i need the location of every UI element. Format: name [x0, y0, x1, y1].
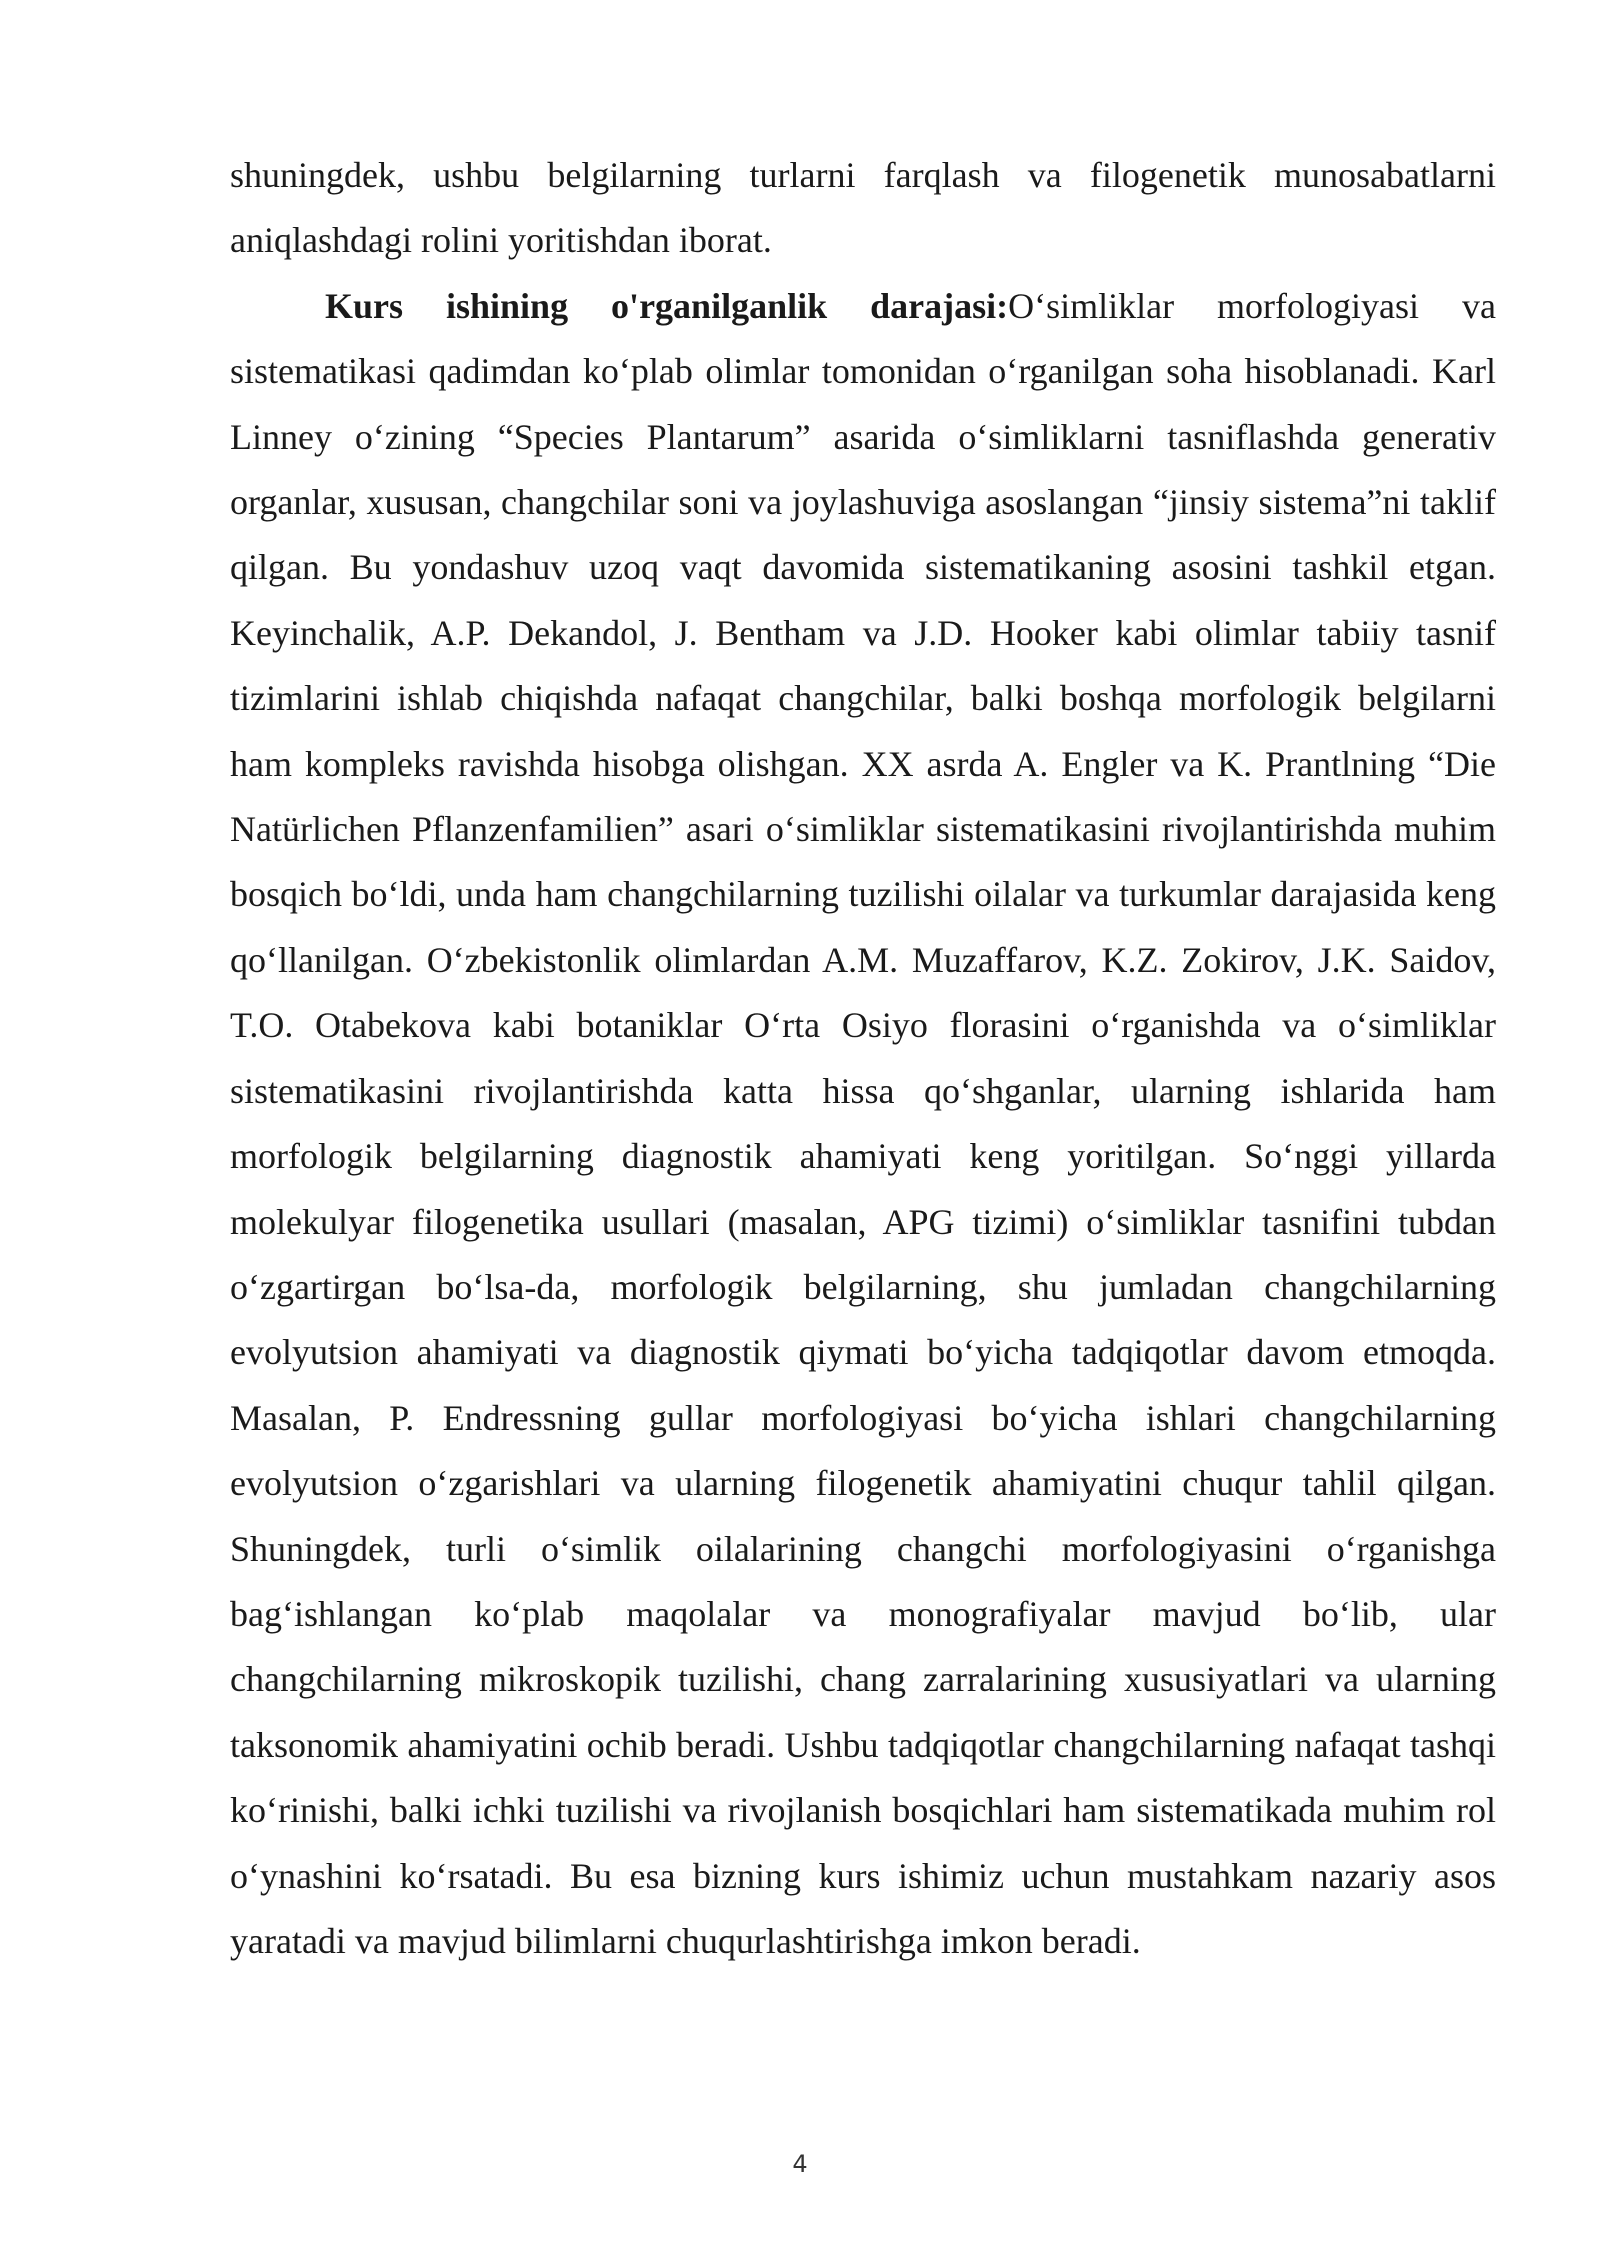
paragraph-study-level: [230, 274, 1496, 1975]
paragraph-continuation: shuningdek, ushbu belgilarning turlarni farqlash va filogenetik munosabatlarni aniqlashdagi rolini yoritishdan iborat.: [230, 155, 1496, 261]
body-text: [230, 143, 1496, 1974]
paragraph-body: O‘simliklar morfologiyasi va sistematikasi qadimdan ko‘plab olimlar tomonidan o‘rganilgan soha hisoblanadi. Karl Linney o‘zining “Species Plantarum” asarida o‘simliklarni tasniflashda generativ organlar, xususan, changchilar soni va joylashuviga asoslangan “jinsiy sistema”ni taklif qilgan. Bu yondashuv uzoq vaqt davomida sistematikaning asosini tashkil etgan. Keyinchalik, A.P. Dekandol, J. Bentham va J.D. Hooker kabi olimlar tabiiy tasnif tizimlarini ishlab chiqishda nafaqat changchilar, balki boshqa morfologik belgilarni ham kompleks ravishda hisobga olishgan. XX asrda A. Engler va K. Prantlning “Die Natürlichen Pflanzenfamilien” asari o‘simliklar sistematikasini rivojlantirishda muhim bosqich bo‘ldi, unda ham changchilarning tuzilishi oilalar va turkumlar darajasida keng qo‘llanilgan. O‘zbekistonlik olimlardan A.M. Muzaffarov, K.Z. Zokirov, J.K. Saidov, T.O. Otabekova kabi botaniklar O‘rta Osiyo florasini o‘rganishda va o‘simliklar sistematikasini rivojlantirishda katta hissa qo‘shganlar, ularning ishlarida ham morfologik belgilarning diagnostik ahamiyati keng yoritilgan. So‘nggi yillarda molekulyar filogenetika usullari (masalan, APG tizimi) o‘simliklar tasnifini tubdan o‘zgartirgan bo‘lsa-da, morfologik belgilarning, shu jumladan changchilarning evolyutsion ahamiyati va diagnostik qiymati bo‘yicha tadqiqotlar davom etmoqda. Masalan, P. Endressning gullar morfologiyasi bo‘yicha ishlari changchilarning evolyutsion o‘zgarishlari va ularning filogenetik ahamiyatini chuqur tahlil qilgan. Shuningdek, turli o‘simlik oilalarining changchi morfologiyasini o‘rganishga bag‘ishlangan ko‘plab maqolalar va monografiyalar mavjud bo‘lib, ular changchilarning mikroskopik tuzilishi, chang zarralarining xususiyatlari va ularning taksonomik ahamiyatini ochib beradi. Ushbu tadqiqotlar changchilarning nafaqat tashqi ko‘rinishi, balki ichki tuzilishi va rivojlanish bosqichlari ham sistematikada muhim rol o‘ynashini ko‘rsatadi. Bu esa bizning kurs ishimiz uchun mustahkam nazariy asos yaratadi va mavjud bilimlarni chuqurlashtirishga imkon beradi.: [230, 285, 1496, 1961]
section-heading: Kurs ishining o'rganilganlik darajasi:: [325, 285, 1009, 326]
page-number: 4: [792, 2150, 808, 2178]
